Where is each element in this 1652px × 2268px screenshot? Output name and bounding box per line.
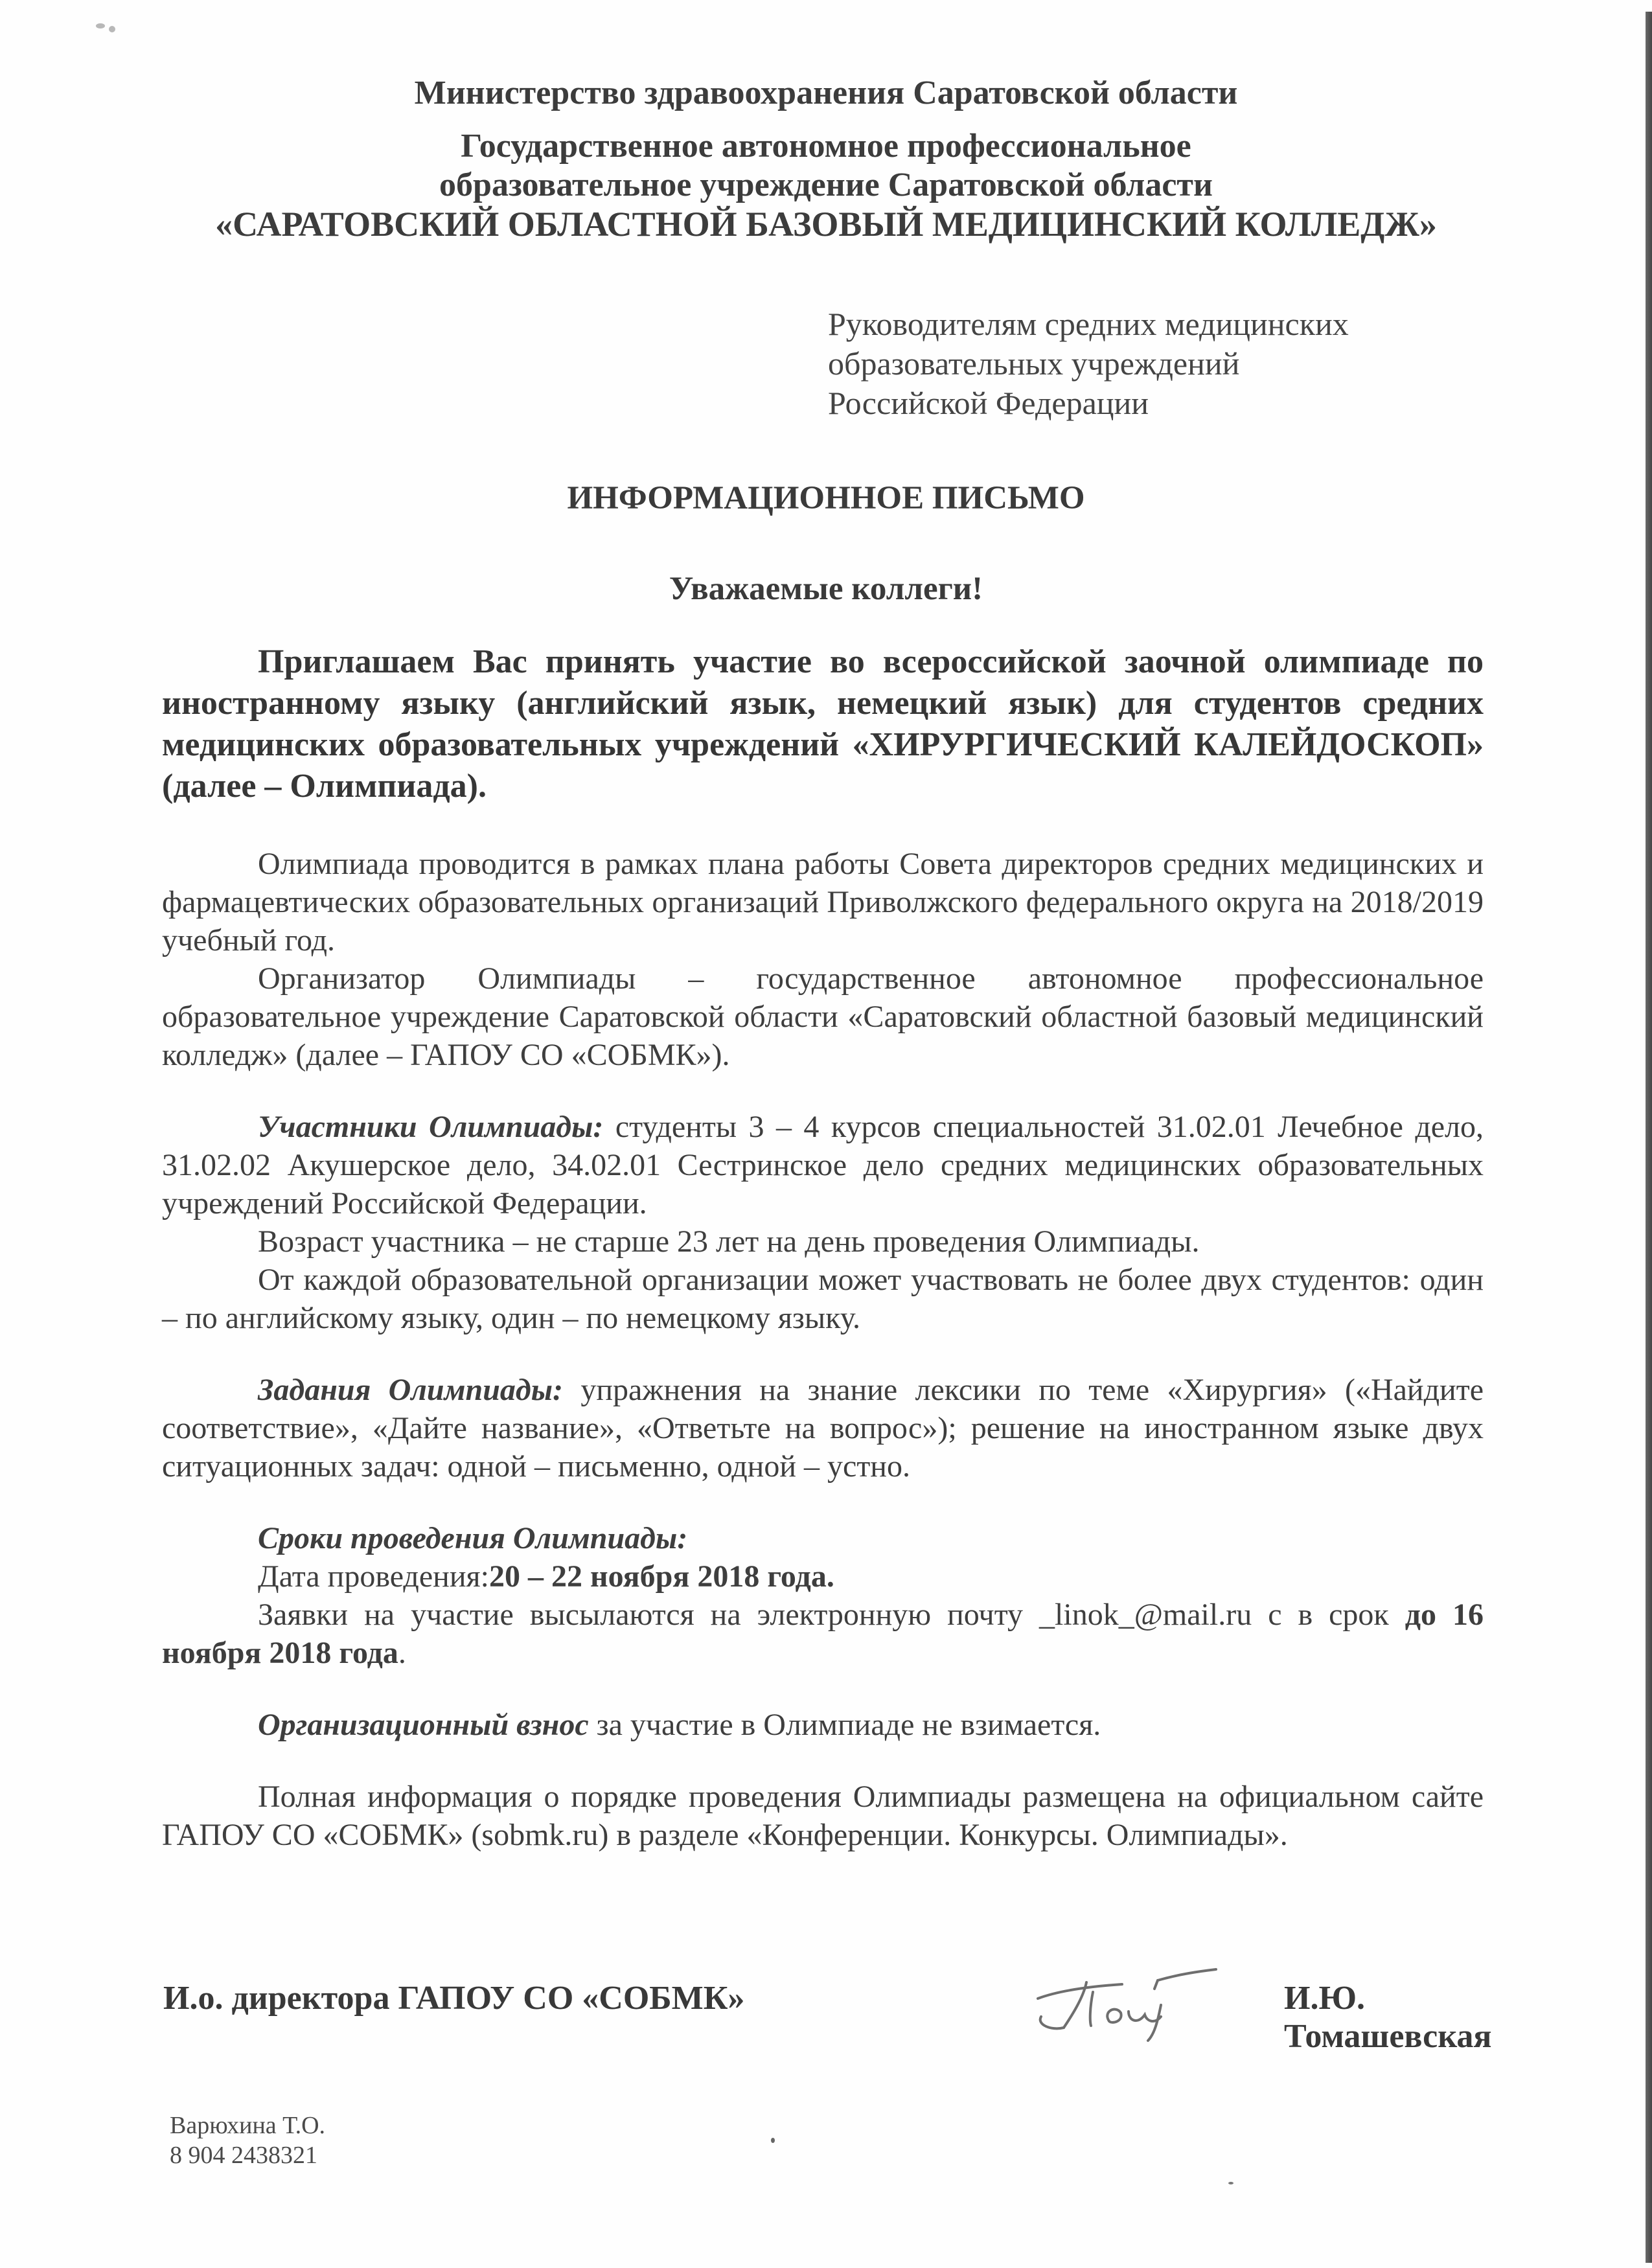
fee-paragraph	[162, 1706, 1484, 1744]
application-deadline: до 16 ноября 2018 года	[162, 1598, 1484, 1670]
team-limit-paragraph: От каждой образовательной организации может участвовать не более двух студентов: один – по английскому языку, один – по немецкому языку.	[162, 1263, 1484, 1335]
contact-phone: 8 904 2438321	[170, 2142, 317, 2169]
ministry-name: Министерство здравоохранения Саратовской области	[414, 74, 1238, 111]
framework-paragraph: Олимпиада проводится в рамках плана работы Совета директоров средних медицинских и фармацевтических образовательных организаций Приволжского федерального округа на 2018/2019 учебный год.	[162, 847, 1484, 957]
scan-edge-shadow	[1646, 12, 1652, 2263]
date-prefix: Дата проведения:	[258, 1559, 489, 1594]
scan-speck	[109, 26, 115, 32]
scan-speck	[771, 2138, 775, 2143]
info-prefix: Полная информация о порядке проведения Олимпиады размещена на официальном сайте ГАПОУ СО «СОБМК» (	[162, 1780, 1484, 1852]
email-link[interactable]: _linok_@mail.ru	[1039, 1598, 1252, 1632]
participants-paragraph	[162, 1108, 1484, 1222]
tasks-paragraph	[162, 1371, 1484, 1485]
scan-speck	[96, 23, 105, 29]
scan-speck	[1228, 2182, 1233, 2184]
document-title: ИНФОРМАЦИОННОЕ ПИСЬМО	[567, 480, 1085, 516]
signatory-name: И.Ю. Томашевская	[1284, 1980, 1492, 2055]
addressee-line-1: Руководителям средних медицинских	[828, 306, 1349, 342]
organizer-paragraph: Организатор Олимпиады – государственное автономное профессиональное образовательное учреждение Саратовской области «Саратовский областной базовый медицинский колледж» (далее – ГАПОУ СО «СОБМК»).	[162, 961, 1484, 1072]
contact-block	[170, 2111, 325, 2170]
addressee-line-3: Российской Федерации	[828, 385, 1149, 421]
applications-prefix: Заявки на участие высылаются на электронную почту	[258, 1598, 1040, 1632]
signature-block	[163, 1966, 1492, 2055]
invitation-paragraph: Приглашаем Вас принять участие во всероссийской заочной олимпиаде по иностранному языку (английский язык, немецкий язык) для студентов средних медицинских образовательных учреждений «ХИРУРГИЧЕСКИЙ КАЛЕЙДОСКОП» (далее – Олимпиада).	[162, 643, 1484, 805]
tasks-text: упражнения на знание лексики по теме «Хирургия» («Найдите соответствие», «Дайте название», «Ответьте на вопрос»); решение на иностранном языке двух ситуационных задач: одной – письменно, одной – устно.	[162, 1373, 1484, 1483]
info-paragraph	[162, 1778, 1484, 1854]
addressee-block	[828, 304, 1349, 423]
institution-line-2: образовательное учреждение Саратовской области	[439, 166, 1213, 203]
greeting: Уважаемые коллеги!	[669, 571, 983, 607]
signatory-role: И.о. директора ГАПОУ СО «СОБМК»	[163, 1980, 745, 2017]
participants-text: студенты 3 – 4 курсов специальностей 31.02.01 Лечебное дело, 31.02.02 Акушерское дело, 34.02.01 Сестринское дело средних медицинских образовательных учреждений Российской Федерации.	[162, 1110, 1484, 1220]
age-limit-paragraph: Возраст участника – не старше 23 лет на день проведения Олимпиады.	[258, 1224, 1200, 1259]
fee-text: за участие в Олимпиаде не взимается.	[588, 1708, 1101, 1742]
applications-paragraph	[162, 1596, 1484, 1672]
date-paragraph	[162, 1557, 1484, 1596]
addressee-line-2: образовательных учреждений	[828, 345, 1240, 382]
contact-name: Варюхина Т.О.	[170, 2112, 326, 2139]
applications-mid: с в срок	[1252, 1598, 1405, 1632]
college-name: «САРАТОВСКИЙ ОБЛАСТНОЙ БАЗОВЫЙ МЕДИЦИНСКИЙ КОЛЛЕДЖ»	[215, 205, 1437, 244]
letterhead	[130, 65, 1522, 244]
handwritten-signature-icon	[1025, 1960, 1232, 2044]
website-link[interactable]: sobmk.ru	[481, 1818, 599, 1852]
institution-line-1: Государственное автономное профессиональное	[461, 128, 1191, 165]
letter-body	[162, 641, 1484, 1854]
tasks-label: Задания Олимпиады:	[258, 1373, 563, 1407]
info-suffix: ) в разделе «Конференции. Конкурсы. Олимпиады».	[598, 1818, 1288, 1852]
event-dates: 20 – 22 ноября 2018 года.	[488, 1559, 834, 1594]
fee-label: Организационный взнос	[258, 1708, 589, 1742]
dates-label: Сроки проведения Олимпиады:	[258, 1521, 688, 1555]
dates-heading	[162, 1519, 1484, 1557]
participants-label: Участники Олимпиады:	[258, 1110, 604, 1144]
applications-end: .	[398, 1636, 406, 1670]
